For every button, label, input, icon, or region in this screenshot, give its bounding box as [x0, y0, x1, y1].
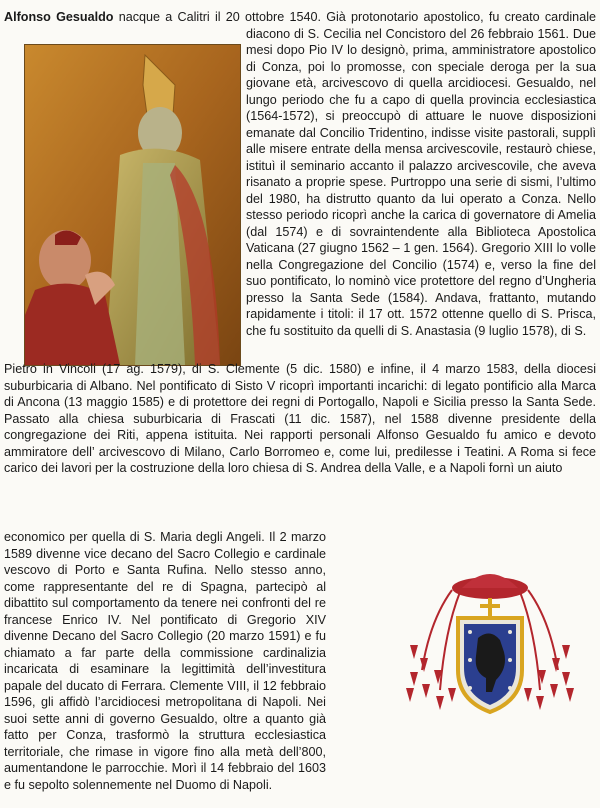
paragraph-bottom: economico per quella di S. Maria degli Angeli. Il 2 marzo 1589 divenne vice decano del Sacro Collegio e cardinale vescovo di Porto e Santa Rufina. Nello stesso anno, come rappresentante del re di Spagna, partecipò al dibattito sul comportamento da tenere nei confronti del re francese Enrico IV. Nel pontificato di Gregorio XIV divenne Decano del Sacro Collegio (20 marzo 1591) e fu chiamato a far parte della commissione cardinalizia incaricata di esaminare la legittimità dell’investitura papale del ducato di Ferrara. Clemente VIII, il 12 febbraio 1596, gli affidò l’arcidiocesi metropolitana di Napoli. Nei suoi sette anni di governo Gesualdo, oltre a quanto già fatto per Conza, trasformò la struttura ecclesiastica territoriale, che rimase in vigore fino alla metà dell’800, aumentandone le parrocchie. Morì il 14 febbraio del 1603 e fu sepolto solennemente nel Duomo di Napoli. — [4, 530, 326, 792]
intro-text: nacque a Calitri il 20 ottobre 1540. Già protonotario apostolico, fu creato cardinale diacono di S. Cecilia nel Concistoro del 26 febbraio 1561. Due mesi dopo Pio IV lo designò, prima, amministratore apostolico di Conza, poi lo promosse, con speciale deroga per la sua giovane età, arcivescovo di quella arcidiocesi. Gesualdo, nel lungo periodo che fu a capo di quella provincia ecclesiastica (1564-1572), si preoccupò di attuare le nuove disposizioni emanate dal Concilio Tridentino, indisse visite pastorali, supplì alle misere entrate della mensa arcivescovile, restaurò chiese, istituì il seminario accanto il palazzo arcivescovile, che aveva risanato a proprie spese. Purtroppo una serie di sismi, l’ultimo del 1980, ha distrutto quanto da lui operato a Conza. Nello stesso periodo ricoprì anche la carica di governatore di Amelia (dal 1574) e di sovraintendente alla Biblioteca Apostolica Vaticana (27 giugno 1562 – 1 gen. 1564). Gregorio XIII lo volle nella Congregazione del Concilio (1574) e, verso la fine del suo pontificato, lo nominò vice protettore del regno d’Ungheria presso la Santa Sede (1584). Andava, frattanto, mutando rapidamente i titoli: il 17 ott. 1572 ottenne quello di S. Prisca, che fu sostituito da quelli di S. Anastasia (9 luglio 1578), di S. — [118, 10, 596, 338]
coat-of-arms-image — [400, 560, 580, 730]
paragraph-intro — [4, 9, 596, 360]
paragraph-middle: Pietro in Vincoli (17 ag. 1579), di S. Clemente (5 dic. 1580) e infine, il 4 marzo 1583, della diocesi suburbicaria di Albano. Nel pontificato di Sisto V ricoprì importanti incarichi: di legato pontificio alla Marca di Ancona (13 maggio 1585) e di protettore dei regni di Portogallo, Napoli e Sicilia presso la Santa Sede. Passato alla chiesa suburbicaria di Frascati (11 dic. 1587), nel 1588 divenne presidente della congregazione dei Riti, appena istituita. Nei rapporti personali Alfonso Gesualdo fu amico e devoto ammiratore dell’ arcivescovo di Milano, Carlo Borromeo e, come lui, predilesse i Teatini. A Roma si fece carico dei lavori per la costruzione della loro chiesa di S. Andrea della Valle, e a Napoli fornì un aiuto — [4, 362, 596, 475]
subject-name: Alfonso Gesualdo — [4, 10, 114, 24]
float-spacer-2 — [4, 27, 246, 360]
